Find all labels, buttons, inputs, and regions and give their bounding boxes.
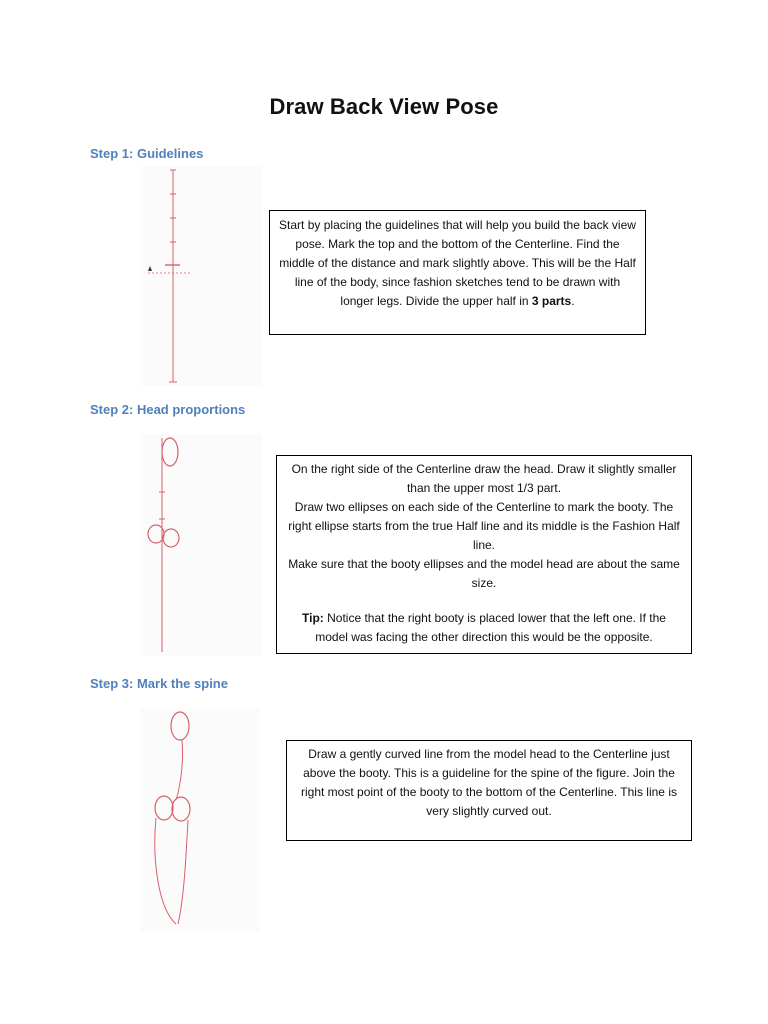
leg-line-outer bbox=[155, 818, 176, 924]
tip-text: Notice that the right booty is placed lower that the left one. If the model was facing the other direction this would be the opposite. bbox=[315, 611, 666, 644]
arrow-marker bbox=[148, 266, 152, 271]
step-3-textbox bbox=[286, 740, 692, 841]
step-3-heading: Step 3: Mark the spine bbox=[90, 676, 228, 691]
booty-right-ellipse bbox=[172, 797, 190, 821]
booty-left-ellipse bbox=[155, 796, 173, 820]
step-2-text-1: On the right side of the Centerline draw the head. Draw it slightly smaller than the upper most 1/3 part. bbox=[291, 462, 677, 495]
tip-label: Tip: bbox=[302, 611, 324, 625]
page-title: Draw Back View Pose bbox=[269, 94, 499, 119]
step-1-textbox bbox=[269, 210, 646, 335]
step-1-text: Start by placing the guidelines that will help you build the back view pose. Mark the top and the bottom of the Centerline. Find the middle of the distance and mark slightly above. This will be the Half line of the body, since fashion sketches tend to be drawn with longer legs. Divide the upper half in bbox=[279, 218, 636, 308]
leg-line-inner bbox=[178, 820, 188, 924]
step-1-text-end: . bbox=[571, 294, 575, 308]
head-ellipse bbox=[162, 438, 178, 466]
step-2-heading: Step 2: Head proportions bbox=[90, 402, 246, 417]
step-3-text: Draw a gently curved line from the model head to the Centerline just above the booty. This is a guideline for the spine of the figure. Join the right most point of the booty to the bottom of the Centerline. This line is very slightly curved out. bbox=[301, 747, 677, 818]
step-1-text-bold: 3 parts bbox=[531, 294, 572, 308]
step-2-text-2: Draw two ellipses on each side of the Centerline to mark the booty. The right ellipse starts from the true Half line and its middle is the Fashion Half line. bbox=[288, 500, 680, 552]
step-1-heading: Step 1: Guidelines bbox=[90, 146, 204, 161]
head-ellipse bbox=[171, 712, 189, 740]
step-2-text-3: Make sure that the booty ellipses and the model head are about the same size. bbox=[288, 557, 680, 590]
step-2-sketch bbox=[140, 434, 262, 656]
spine-line bbox=[176, 740, 183, 800]
step-1-sketch bbox=[140, 166, 262, 386]
step-3-sketch bbox=[140, 708, 260, 932]
step-2-textbox bbox=[276, 455, 692, 654]
booty-right-ellipse bbox=[163, 529, 179, 547]
